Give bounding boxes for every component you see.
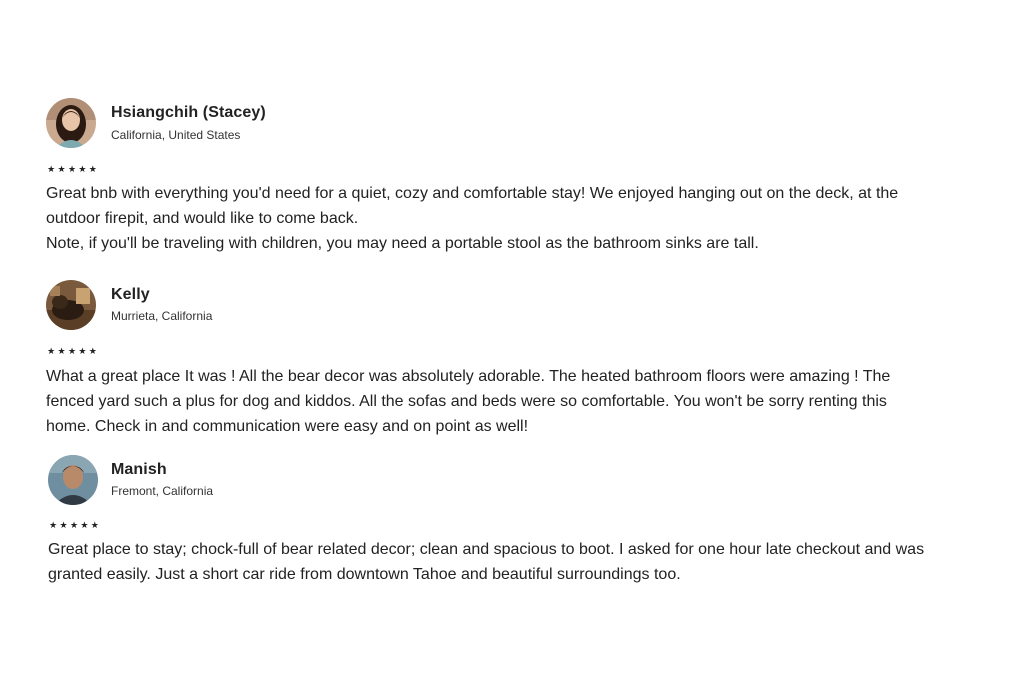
star-icon: ★ [80, 520, 89, 530]
star-icon: ★ [90, 520, 99, 530]
star-icon: ★ [57, 346, 66, 356]
star-icon: ★ [57, 164, 66, 174]
review-text [46, 181, 898, 256]
star-icon: ★ [47, 346, 56, 356]
star-rating [48, 521, 100, 530]
woman-portrait-image [46, 98, 96, 148]
avatar[interactable] [46, 280, 96, 330]
star-icon: ★ [49, 520, 58, 530]
star-rating [46, 347, 98, 356]
reviewer-location: Fremont, California [111, 484, 214, 498]
review-text-line: home. Check in and communication were easy and on point as well! [46, 418, 529, 435]
star-icon: ★ [47, 164, 56, 174]
star-icon: ★ [67, 346, 77, 356]
reviewer-location: Murrieta, California [111, 309, 213, 323]
review-text-line: Great place to stay; chock-full of bear related decor; clean and spacious to boot. I asked for one hour late checkout and was [48, 541, 925, 558]
reviewer-name: Manish [111, 461, 167, 478]
star-icon: ★ [78, 164, 87, 174]
review-text-line: Note, if you'll be traveling with children, you may need a portable stool as the bathroom sinks are tall. [46, 235, 759, 252]
review-text-line: What a great place It was ! All the bear decor was absolutely adorable. The heated bathroom floors were amazing ! The [46, 368, 891, 385]
dog-photo-image [46, 280, 96, 330]
reviewer-location: California, United States [111, 128, 241, 142]
star-icon: ★ [88, 164, 97, 174]
avatar[interactable] [46, 98, 96, 148]
avatar[interactable] [48, 455, 98, 505]
star-icon: ★ [67, 164, 77, 174]
star-icon: ★ [59, 520, 68, 530]
review-text-line: granted easily. Just a short car ride from downtown Tahoe and beautiful surroundings too. [48, 566, 681, 583]
star-rating [46, 165, 98, 174]
review-text-line: outdoor firepit, and would like to come back. [46, 210, 359, 227]
star-icon: ★ [88, 346, 97, 356]
star-icon: ★ [69, 520, 79, 530]
review-text-line: Great bnb with everything you'd need for a quiet, cozy and comfortable stay! We enjoyed hanging out on the deck, at the [46, 185, 899, 202]
man-portrait-image [48, 455, 98, 505]
reviewer-name: Kelly [111, 286, 150, 303]
reviewer-name: Hsiangchih (Stacey) [111, 104, 266, 121]
review-text [48, 537, 924, 587]
star-icon: ★ [78, 346, 87, 356]
review-text [46, 364, 890, 439]
review-text-line: fenced yard such a plus for dog and kiddos. All the sofas and beds were so comfortable. You won't be sorry renting this [46, 393, 887, 410]
